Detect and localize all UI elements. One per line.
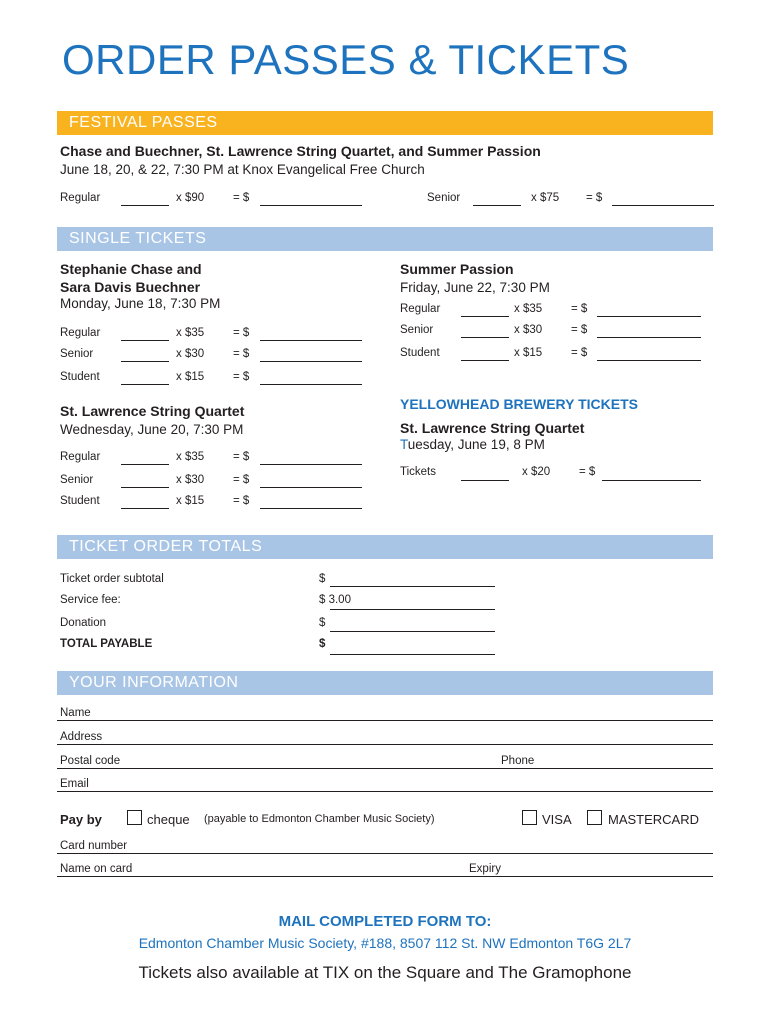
chase-date: Monday, June 18, 7:30 PM xyxy=(60,296,221,311)
summer-senior-eq: = $ xyxy=(571,324,588,336)
festival-regular-total-field[interactable] xyxy=(260,205,362,206)
expiry-label: Expiry xyxy=(469,863,501,875)
phone-label: Phone xyxy=(501,755,535,767)
chase-student-eq: = $ xyxy=(233,371,250,383)
cheque-checkbox[interactable] xyxy=(127,810,142,825)
quartet-regular-label: Regular xyxy=(60,451,101,463)
mastercard-label: MASTERCARD xyxy=(608,812,700,827)
festival-passes-band: FESTIVAL PASSES xyxy=(57,111,713,135)
name-field[interactable] xyxy=(57,720,713,721)
quartet-student-total-field[interactable] xyxy=(260,508,362,509)
summer-regular-label: Regular xyxy=(400,303,441,315)
summer-senior-total-field[interactable] xyxy=(597,337,701,338)
email-field[interactable] xyxy=(57,791,713,792)
card-number-label: Card number xyxy=(60,840,128,852)
chase-regular-total-field[interactable] xyxy=(260,340,362,341)
quartet-senior-price: x $30 xyxy=(176,474,205,486)
chase-regular-eq: = $ xyxy=(233,327,250,339)
summer-senior-label: Senior xyxy=(400,324,434,336)
summer-student-label: Student xyxy=(400,347,440,359)
quartet-regular-price: x $35 xyxy=(176,451,205,463)
festival-regular-qty-field[interactable] xyxy=(121,205,169,206)
summer-student-qty-field[interactable] xyxy=(461,360,509,361)
brewery-tickets-eq: = $ xyxy=(579,466,596,478)
postal-phone-field[interactable] xyxy=(57,768,713,769)
quartet-student-label: Student xyxy=(60,495,100,507)
total-payable-value: $ xyxy=(319,638,326,650)
card-number-field[interactable] xyxy=(57,853,713,854)
chase-student-label: Student xyxy=(60,371,100,383)
email-label: Email xyxy=(60,778,89,790)
brewery-date xyxy=(400,437,545,452)
quartet-student-qty-field[interactable] xyxy=(121,508,169,509)
summer-senior-qty-field[interactable] xyxy=(461,337,509,338)
address-label: Address xyxy=(60,731,103,743)
subtotal-field[interactable] xyxy=(330,586,495,587)
chase-student-total-field[interactable] xyxy=(260,384,362,385)
chase-student-qty-field[interactable] xyxy=(121,384,169,385)
brewery-date-rest: uesday, June 19, 8 PM xyxy=(407,437,545,452)
quartet-regular-qty-field[interactable] xyxy=(121,464,169,465)
quartet-regular-total-field[interactable] xyxy=(260,464,362,465)
festival-senior-qty-field[interactable] xyxy=(473,205,521,206)
name-on-card-expiry-field[interactable] xyxy=(57,876,713,877)
quartet-senior-total-field[interactable] xyxy=(260,487,362,488)
total-payable-label: TOTAL PAYABLE xyxy=(60,638,153,650)
postal-code-label: Postal code xyxy=(60,755,121,767)
donation-label: Donation xyxy=(60,617,107,629)
chase-senior-price: x $30 xyxy=(176,348,205,360)
mail-address: Edmonton Chamber Music Society, #188, 8507 112 St. NW Edmonton T6G 2L7 xyxy=(138,935,632,951)
festival-senior-label: Senior xyxy=(427,192,461,204)
summer-title: Summer Passion xyxy=(400,261,514,277)
chase-regular-price: x $35 xyxy=(176,327,205,339)
page-title: ORDER PASSES & TICKETS xyxy=(62,36,630,83)
service-fee-field xyxy=(330,609,495,610)
visa-checkbox[interactable] xyxy=(522,810,537,825)
quartet-senior-qty-field[interactable] xyxy=(121,487,169,488)
summer-regular-price: x $35 xyxy=(514,303,543,315)
chase-senior-qty-field[interactable] xyxy=(121,361,169,362)
tickets-availability-note: Tickets also available at TIX on the Square and The Gramophone xyxy=(138,963,632,982)
service-fee-value: $ 3.00 xyxy=(319,594,351,606)
brewery-date-first-letter: T xyxy=(400,437,408,452)
quartet-date: Wednesday, June 20, 7:30 PM xyxy=(60,422,244,437)
quartet-student-price: x $15 xyxy=(176,495,205,507)
donation-field[interactable] xyxy=(330,631,495,632)
mail-heading: MAIL COMPLETED FORM TO: xyxy=(278,913,492,930)
summer-senior-price: x $30 xyxy=(514,324,543,336)
brewery-tickets-label: Tickets xyxy=(400,466,436,478)
subtotal-label: Ticket order subtotal xyxy=(60,573,164,585)
summer-student-price: x $15 xyxy=(514,347,543,359)
pay-by-label: Pay by xyxy=(60,812,102,827)
festival-senior-eq: = $ xyxy=(586,192,603,204)
name-on-card-label: Name on card xyxy=(60,863,133,875)
summer-regular-eq: = $ xyxy=(571,303,588,315)
summer-regular-total-field[interactable] xyxy=(597,316,701,317)
cheque-note: (payable to Edmonton Chamber Music Society) xyxy=(204,813,435,825)
brewery-tickets-total-field[interactable] xyxy=(602,480,701,481)
quartet-senior-label: Senior xyxy=(60,474,94,486)
chase-title-line2: Sara Davis Buechner xyxy=(60,279,201,295)
chase-regular-qty-field[interactable] xyxy=(121,340,169,341)
cheque-label: cheque xyxy=(147,812,190,827)
ticket-totals-band: TICKET ORDER TOTALS xyxy=(57,535,713,559)
brewery-heading: YELLOWHEAD BREWERY TICKETS xyxy=(400,396,639,412)
chase-student-price: x $15 xyxy=(176,371,205,383)
festival-headline: Chase and Buechner, St. Lawrence String Quartet, and Summer Passion xyxy=(60,143,541,159)
summer-date: Friday, June 22, 7:30 PM xyxy=(400,280,550,295)
chase-senior-label: Senior xyxy=(60,348,94,360)
festival-senior-total-field[interactable] xyxy=(612,205,714,206)
brewery-tickets-qty-field[interactable] xyxy=(461,480,509,481)
visa-label: VISA xyxy=(542,812,572,827)
quartet-senior-eq: = $ xyxy=(233,474,250,486)
service-fee-label: Service fee: xyxy=(60,594,121,606)
summer-student-eq: = $ xyxy=(571,347,588,359)
mastercard-checkbox[interactable] xyxy=(587,810,602,825)
donation-value: $ xyxy=(319,617,326,629)
name-label: Name xyxy=(60,707,91,719)
chase-senior-total-field[interactable] xyxy=(260,361,362,362)
festival-details: June 18, 20, & 22, 7:30 PM at Knox Evangelical Free Church xyxy=(60,162,425,177)
festival-regular-label: Regular xyxy=(60,192,101,204)
subtotal-value: $ xyxy=(319,573,326,585)
chase-regular-label: Regular xyxy=(60,327,101,339)
chase-senior-eq: = $ xyxy=(233,348,250,360)
total-payable-field[interactable] xyxy=(330,654,495,655)
festival-senior-price: x $75 xyxy=(531,192,560,204)
festival-regular-price: x $90 xyxy=(176,192,205,204)
brewery-title: St. Lawrence String Quartet xyxy=(400,420,585,436)
chase-title-line1: Stephanie Chase and xyxy=(60,261,202,277)
festival-regular-eq: = $ xyxy=(233,192,250,204)
your-information-band: YOUR INFORMATION xyxy=(57,671,713,695)
quartet-title: St. Lawrence String Quartet xyxy=(60,403,245,419)
summer-student-total-field[interactable] xyxy=(597,360,701,361)
quartet-regular-eq: = $ xyxy=(233,451,250,463)
address-field[interactable] xyxy=(57,744,713,745)
single-tickets-band: SINGLE TICKETS xyxy=(57,227,713,251)
summer-regular-qty-field[interactable] xyxy=(461,316,509,317)
quartet-student-eq: = $ xyxy=(233,495,250,507)
brewery-tickets-price: x $20 xyxy=(522,466,551,478)
